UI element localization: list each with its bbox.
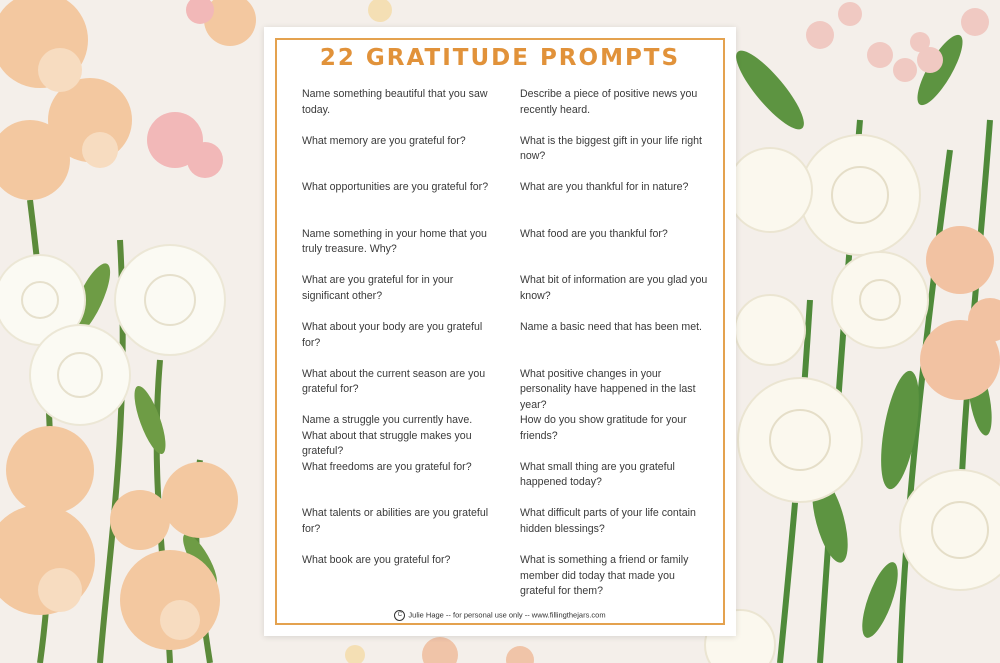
copyright-icon: C xyxy=(394,610,405,621)
prompts-left-column xyxy=(302,87,492,600)
prompt-item: What small thing are you grateful happened today? xyxy=(520,460,675,489)
prompt-item: What is something a friend or family member did today that made you grateful for them? xyxy=(520,553,689,598)
prompt-item: What food are you thankful for? xyxy=(520,227,668,240)
prompt-item: What book are you grateful for? xyxy=(302,553,451,566)
prompt-item: Name something beautiful that you saw today. xyxy=(302,88,488,116)
gratitude-worksheet xyxy=(264,27,736,636)
prompt-item: What freedoms are you grateful for? xyxy=(302,460,472,473)
prompt-item: Describe a piece of positive news you recently heard. xyxy=(520,88,698,116)
prompt-item: What bit of information are you glad you know? xyxy=(520,274,708,302)
prompt-item: What are you grateful for in your significant other? xyxy=(302,274,454,302)
prompt-item: What opportunities are you grateful for? xyxy=(302,181,489,194)
prompt-item: What talents or abilities are you grateful for? xyxy=(302,507,489,535)
prompt-item: What are you thankful for in nature? xyxy=(520,181,689,194)
prompt-item: What about your body are you grateful for? xyxy=(302,320,483,349)
prompt-item: Name a struggle you currently have. What about that struggle makes you grateful? xyxy=(302,414,473,458)
prompt-item: What about the current season are you grateful for? xyxy=(302,367,486,396)
footer-text: Julie Hage -- for personal use only -- www.fillingthejars.com xyxy=(408,610,606,620)
worksheet-title: 22 GRATITUDE PROMPTS xyxy=(319,45,681,71)
prompt-item: What difficult parts of your life contain hidden blessings? xyxy=(520,507,696,535)
prompt-item: What memory are you grateful for? xyxy=(302,134,466,147)
prompt-item: What is the biggest gift in your life right now? xyxy=(520,134,702,163)
worksheet-footer xyxy=(264,610,736,621)
prompts-right-column xyxy=(520,87,710,600)
prompt-item: How do you show gratitude for your friends? xyxy=(520,414,687,442)
prompt-item: What positive changes in your personality have happened in the last year? xyxy=(520,367,696,411)
prompt-item: Name a basic need that has been met. xyxy=(520,320,702,333)
prompt-item: Name something in your home that you truly treasure. Why? xyxy=(302,227,487,256)
